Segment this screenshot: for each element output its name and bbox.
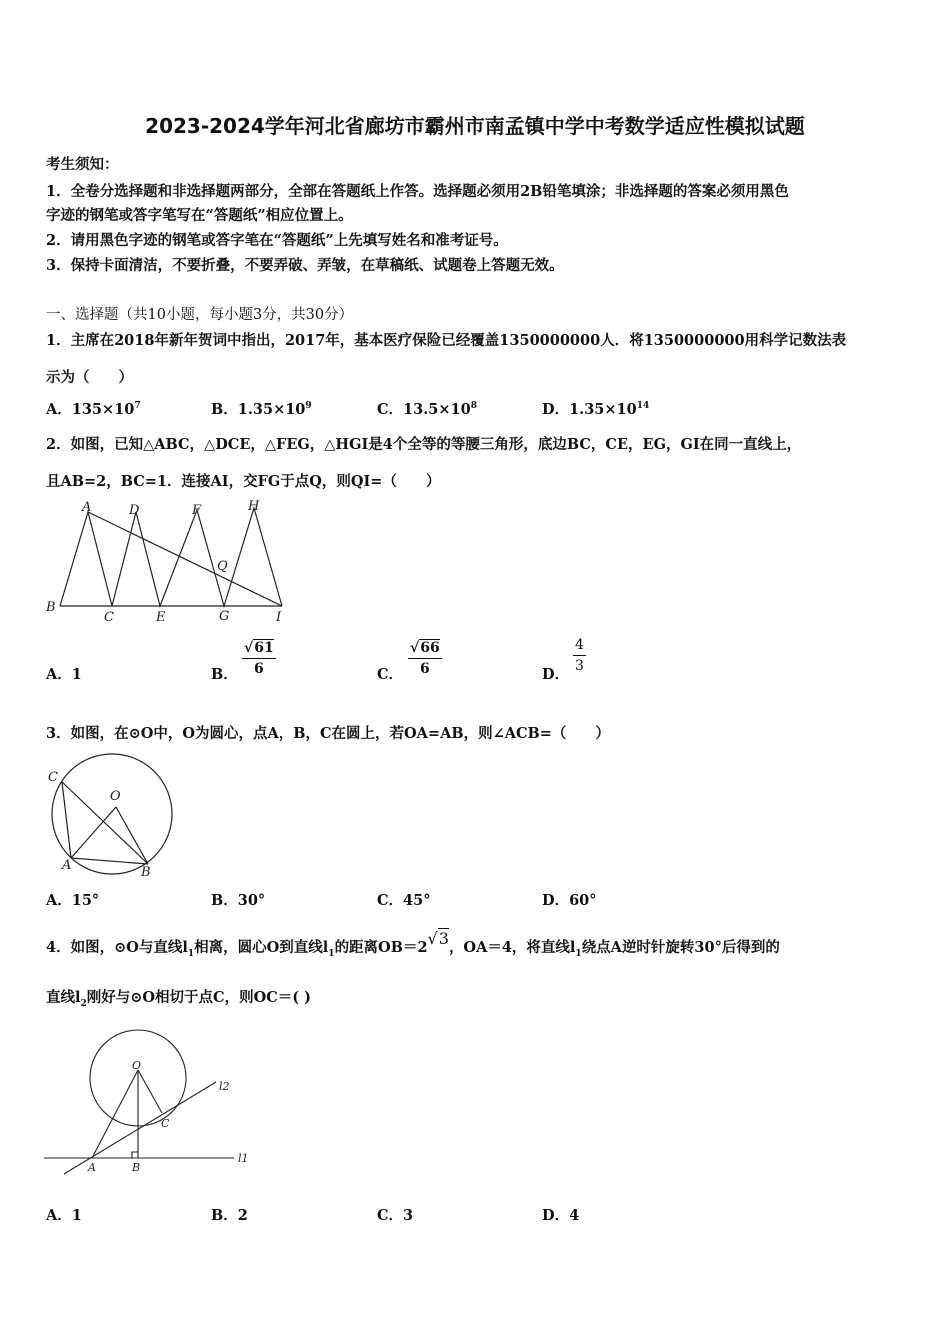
q2-label-g: G <box>219 609 230 624</box>
q2-triangle-figure <box>44 496 289 626</box>
q4-stem-line1: 4．如图，⊙O与直线$l_1$相离，圆心O到直线$l_1$的距离OB＝2√3，OA＝4，将直线$l_1$绕点A逆时针旋转30°后得到的 <box>46 929 780 959</box>
q2-option-d[interactable]: D． <box>542 666 570 683</box>
q1-option-d[interactable]: D．$1.35\times 10^{14}$ <box>542 401 650 418</box>
q2-option-c-fraction: √66 6 <box>410 640 440 677</box>
q2-stem-line1: 2．如图，已知△ABC，△DCE，△FEG，△HGI是4个全等的等腰三角形，底边BC，CE，EG，GI在同一直线上， <box>46 436 802 453</box>
q3-stem: 3．如图，在⊙O中，O为圆心，点A，B，C在圆上，若OA=AB，则∠ACB=（ ） <box>46 725 610 742</box>
section-heading: 一、选择题（共10小题，每小题3分，共30分） <box>46 307 354 323</box>
q1-option-c[interactable]: C．$13.5\times 10^8$ <box>377 401 477 418</box>
q2-label-q: Q <box>217 559 228 574</box>
q4-label-o: O <box>132 1059 142 1072</box>
q4-option-d[interactable]: D．4 <box>542 1207 580 1224</box>
q2-label-i: I <box>276 610 282 625</box>
q3-option-a[interactable]: A．15° <box>46 892 100 909</box>
q2-label-d: D <box>129 503 140 518</box>
q2-option-b[interactable]: B． <box>211 666 238 683</box>
q2-option-a[interactable]: A．1 <box>46 666 82 683</box>
page-title: 2023-2024学年河北省廊坊市霸州市南孟镇中学中考数学适应性模拟试题 <box>145 114 805 138</box>
q1-stem-line2: 示为（ ） <box>46 369 133 386</box>
q4-label-l2: l2 <box>219 1080 230 1093</box>
q4-label-b: B <box>132 1161 141 1174</box>
q1-stem-line1: 1．主席在2018年新年贺词中指出，2017年，基本医疗保险已经覆盖1350000000人．将1350000000用科学记数法表 <box>46 332 847 349</box>
q2-option-b-fraction: √61 6 <box>244 640 274 677</box>
notice-item-3: 3．保持卡面清洁，不要折叠，不要弄破、弄皱，在草稿纸、试题卷上答题无效。 <box>46 257 564 274</box>
q2-label-h: H <box>248 499 260 514</box>
q3-option-d[interactable]: D．60° <box>542 892 597 909</box>
q2-option-c[interactable]: C． <box>377 666 404 683</box>
q2-stem-line2: 且AB=2，BC=1．连接AI，交FG于点Q，则QI=（ ） <box>46 473 441 490</box>
q3-label-a: A <box>62 858 72 873</box>
q3-label-c: C <box>48 770 58 785</box>
q2-label-c: C <box>104 610 114 625</box>
q3-circle-figure <box>44 752 179 880</box>
q1-option-b[interactable]: B．$1.35\times 10^9$ <box>211 401 312 418</box>
q3-label-o: O <box>110 789 121 804</box>
q4-option-c[interactable]: C．3 <box>377 1207 414 1224</box>
q4-stem-line2: 直线$l_2$刚好与⊙O相切于点C，则OC＝( ) <box>46 989 312 1009</box>
q2-label-a: A <box>82 500 92 515</box>
q1-option-a[interactable]: A．$135\times 10^7$ <box>46 401 141 418</box>
q2-option-d-fraction: 4 3 <box>575 637 584 674</box>
q4-label-c: C <box>161 1117 170 1130</box>
q2-label-e: E <box>156 610 166 625</box>
q4-label-a: A <box>88 1161 96 1174</box>
notice-item-1a: 1．全卷分选择题和非选择题两部分，全部在答题纸上作答。选择题必须用2B铅笔填涂；非选择题的答案必须用黑色 <box>46 183 789 200</box>
q2-label-f: F <box>192 503 202 518</box>
q4-circle-tangent-figure <box>44 1024 259 1179</box>
q3-option-c[interactable]: C．45° <box>377 892 431 909</box>
notice-item-2: 2．请用黑色字迹的钢笔或答字笔在“答题纸”上先填写姓名和准考证号。 <box>46 232 508 249</box>
q4-label-l1: l1 <box>238 1152 249 1165</box>
q3-label-b: B <box>141 865 151 880</box>
notice-item-1b: 字迹的钢笔或答字笔写在“答题纸”相应位置上。 <box>46 207 353 224</box>
q4-option-b[interactable]: B．2 <box>211 1207 248 1224</box>
q4-option-a[interactable]: A．1 <box>46 1207 82 1224</box>
q2-label-b: B <box>46 600 56 615</box>
q3-option-b[interactable]: B．30° <box>211 892 266 909</box>
notice-heading: 考生须知： <box>46 156 119 173</box>
